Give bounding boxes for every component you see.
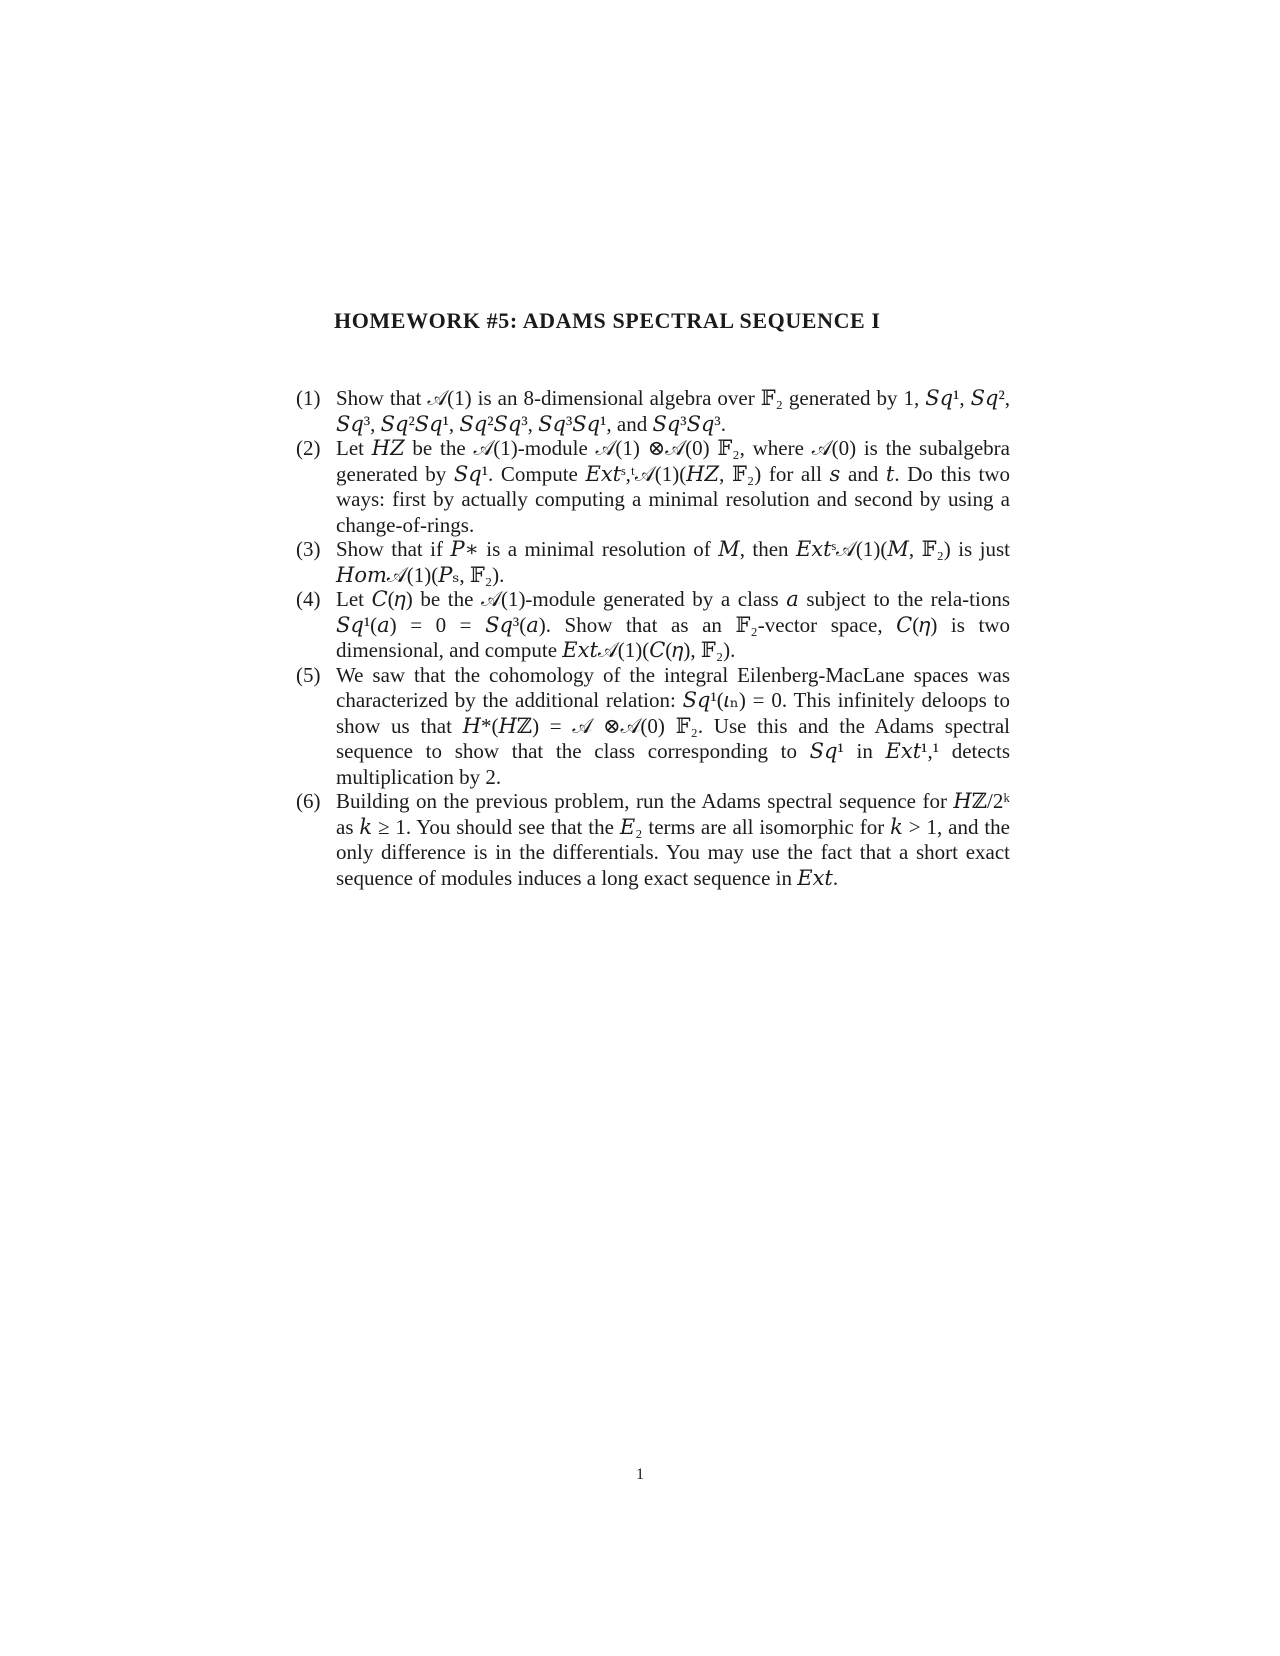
problem-number: (4) bbox=[296, 587, 321, 611]
problem-text: We saw that the cohomology of the integral Eilenberg-MacLane spaces was characterized by the additional relation: 𝑆𝑞¹(𝜄ₙ) = 0. This infinitely deloops to show us that 𝐻*(𝐻ℤ) = 𝒜 ⊗𝒜(0) 𝔽₂. Use this and the Adams spectral sequence to show that the class corresponding to 𝑆𝑞¹ in 𝐸𝑥𝑡¹,¹ detects multiplication by 2. bbox=[336, 662, 1010, 789]
problem-item bbox=[296, 386, 1010, 437]
problem-item bbox=[296, 436, 1010, 538]
problem-number: (5) bbox=[296, 662, 321, 687]
problem-number: (2) bbox=[296, 436, 321, 460]
problem-item bbox=[296, 587, 1010, 664]
problem-text: Let 𝐶(𝜂) be the 𝒜(1)-module generated by a class 𝑎 subject to the rela-tions 𝑆𝑞¹(𝑎) = 0 = 𝑆𝑞³(𝑎). Show that as an 𝔽₂-vector space, 𝐶(𝜂) is two dimensional, and compute 𝐸𝑥𝑡𝒜(1)(𝐶(𝜂), 𝔽₂). bbox=[336, 587, 1010, 662]
problem-list bbox=[296, 386, 1010, 890]
problem-number: (6) bbox=[296, 789, 321, 813]
problem-text: Building on the previous problem, run the Adams spectral sequence for 𝐻ℤ/2ᵏ as 𝑘 ≥ 1. You should see that the 𝐸₂ terms are all isomorphic for 𝑘 > 1, and the only difference is in the differentials. You may use the fact that a short exact sequence of modules induces a long exact sequence in 𝐸𝑥𝑡. bbox=[336, 789, 1010, 890]
problem-number: (3) bbox=[296, 537, 321, 561]
page-number: 1 bbox=[636, 1466, 644, 1483]
problem-item bbox=[296, 789, 1010, 891]
problem-item bbox=[296, 663, 1010, 791]
problem-number: (1) bbox=[296, 386, 321, 410]
problem-text: Show that 𝒜(1) is an 8-dimensional algebra over 𝔽₂ generated by 1, 𝑆𝑞¹, 𝑆𝑞², 𝑆𝑞³, 𝑆𝑞²𝑆𝑞¹, 𝑆𝑞²𝑆𝑞³, 𝑆𝑞³𝑆𝑞¹, and 𝑆𝑞³𝑆𝑞³. bbox=[336, 386, 1010, 436]
problem-text: Show that if 𝑃∗ is a minimal resolution of 𝑀, then 𝐸𝑥𝑡ˢ𝒜(1)(𝑀, 𝔽₂) is just 𝐻𝑜𝑚𝒜(1)(𝑃ₛ, 𝔽₂). bbox=[336, 537, 1010, 587]
document-title: HOMEWORK #5: ADAMS SPECTRAL SEQUENCE I bbox=[334, 308, 881, 333]
problem-text: Let 𝐻𝑍 be the 𝒜(1)-module 𝒜(1) ⊗𝒜(0) 𝔽₂, where 𝒜(0) is the subalgebra generated by 𝑆𝑞¹. Compute 𝐸𝑥𝑡ˢ,ᵗ𝒜(1)(𝐻𝑍, 𝔽₂) for all 𝑠 and 𝑡. Do this two ways: first by actually computing a minimal resolution and second by using a change-of-rings. bbox=[336, 436, 1010, 537]
problem-item bbox=[296, 537, 1010, 588]
